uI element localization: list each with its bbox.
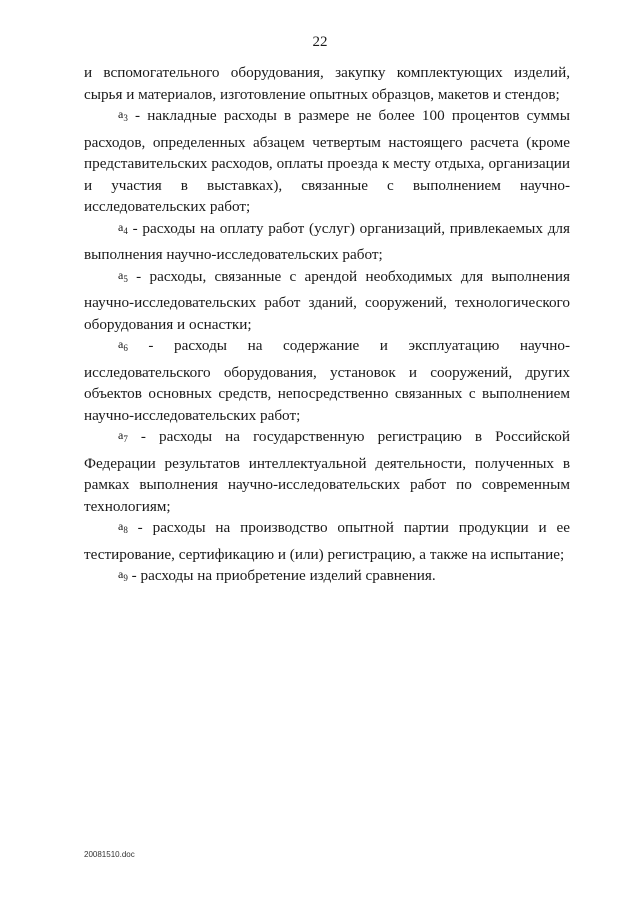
index-label: $a_9$ <box>118 567 128 583</box>
item-a7 <box>84 426 570 517</box>
item-a5 <box>84 266 570 336</box>
index-label: $a_3$ <box>118 107 128 123</box>
item-a9 <box>84 565 570 592</box>
item-a4 <box>84 218 570 266</box>
item-text: - расходы на содержание и эксплуатацию научно-исследовательского оборудования, установок и сооружений, других объектов основных средств, непосредственно связанных с выполнением научно-исследовательских работ; <box>84 337 570 424</box>
document-body <box>84 62 570 592</box>
item-text: - накладные расходы в размере не более 100 процентов суммы расходов, определенных абзацем четвертым настоящего расчета (кроме представительских расходов, оплаты проезда к месту отдыха, организации и участия в выставках), связанные с выполнением научно-исследовательских работ; <box>84 107 570 215</box>
item-a8 <box>84 517 570 565</box>
item-text: - расходы на оплату работ (услуг) организаций, привлекаемых для выполнения научно-исследовательских работ; <box>84 219 570 263</box>
page-number: 22 <box>312 34 328 50</box>
item-a3 <box>84 105 570 218</box>
index-label: $a_7$ <box>118 428 128 444</box>
item-text: - расходы, связанные с арендой необходимых для выполнения научно-исследовательских работ зданий, сооружений, технологического оборудования и оснастки; <box>84 267 570 333</box>
item-a6 <box>84 335 570 426</box>
index-label: $a_6$ <box>118 337 128 353</box>
item-text: - расходы на государственную регистрацию в Российской Федерации результатов интеллектуальной деятельности, полученных в рамках выполнения научно-исследовательских работ по современным технологиям; <box>84 428 570 515</box>
footer-filename: 20081510.doc <box>84 850 135 859</box>
index-label: $a_8$ <box>118 519 128 535</box>
item-text: - расходы на приобретение изделий сравнения. <box>127 567 436 584</box>
item-text: - расходы на производство опытной партии продукции и ее тестирование, сертификацию и (или) регистрацию, а также на испытание; <box>84 519 570 563</box>
intro-paragraph: и вспомогательного оборудования, закупку комплектующих изделий, сырья и материалов, изготовление опытных образцов, макетов и стендов; <box>84 64 570 103</box>
index-label: $a_5$ <box>118 267 128 284</box>
index-label: $a_4$ <box>118 219 128 236</box>
